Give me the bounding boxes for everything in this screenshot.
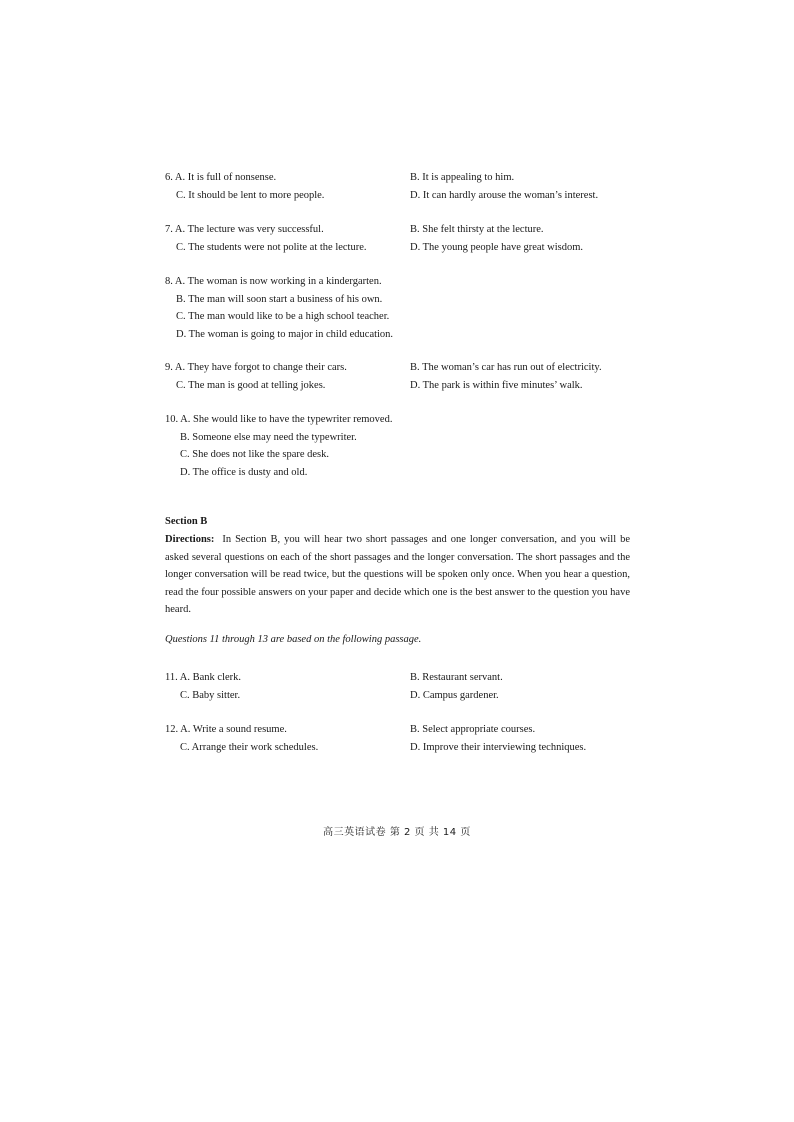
q9-option-b: B. The woman’s car has run out of electricity.	[410, 362, 602, 373]
q8-option-b: B. The man will soon start a business of his own.	[176, 293, 383, 305]
q12-option-d: D. Improve their interviewing techniques.	[410, 741, 587, 753]
q11-option-a: 11. A. Bank clerk.	[165, 672, 242, 683]
q12-option-a: 12. A. Write a sound resume.	[165, 724, 287, 735]
directions-text: In Section B, you will hear two short passages and one longer conversation, and you will be asked several questions on each of the short passages and the longer conversation. The short passages and the longer conversation will be read twice, but the questions will be spoken only once. When you hear a question, read the four possible answers on your paper and decide which one is the best answer to the question you have heard.	[165, 534, 630, 615]
q8-option-c: C. The man would like to be a high school teacher.	[176, 311, 390, 322]
section-b-directions	[165, 531, 630, 619]
q6-option-b: B. It is appealing to him.	[410, 172, 515, 183]
passage-note: Questions 11 through 13 are based on the following passage.	[165, 634, 422, 645]
page-footer: 高三英语试卷 第 2 页 共 14 页	[323, 827, 471, 838]
q11-option-b: B. Restaurant servant.	[410, 672, 503, 683]
q8-option-a: 8. A. The woman is now working in a kindergarten.	[165, 276, 382, 287]
q7-option-a: 7. A. The lecture was very successful.	[165, 224, 324, 235]
q7-option-b: B. She felt thirsty at the lecture.	[410, 224, 544, 235]
q10-option-b: B. Someone else may need the typewriter.	[180, 431, 357, 443]
q8-option-d: D. The woman is going to major in child education.	[176, 328, 394, 340]
q12-option-c: C. Arrange their work schedules.	[180, 741, 319, 753]
q9-option-c: C. The man is good at telling jokes.	[176, 379, 326, 391]
q11-option-d: D. Campus gardener.	[410, 689, 499, 701]
q7-option-d: D. The young people have great wisdom.	[410, 241, 584, 253]
q10-option-d: D. The office is dusty and old.	[180, 466, 308, 478]
q10-option-a: 10. A. She would like to have the typewriter removed.	[165, 414, 393, 425]
q11-option-c: C. Baby sitter.	[180, 689, 241, 701]
directions-label: Directions:	[165, 534, 215, 545]
q12-option-b: B. Select appropriate courses.	[410, 724, 536, 735]
section-b-title: Section B	[165, 516, 208, 527]
q7-option-c: C. The students were not polite at the lecture.	[176, 241, 367, 253]
q6-option-c: C. It should be lent to more people.	[176, 189, 325, 201]
q9-option-a: 9. A. They have forgot to change their cars.	[165, 362, 347, 373]
q6-option-a: 6. A. It is full of nonsense.	[165, 172, 277, 183]
q6-option-d: D. It can hardly arouse the woman’s interest.	[410, 189, 599, 201]
q10-option-c: C. She does not like the spare desk.	[180, 449, 330, 460]
q9-option-d: D. The park is within five minutes’ walk.	[410, 379, 583, 391]
